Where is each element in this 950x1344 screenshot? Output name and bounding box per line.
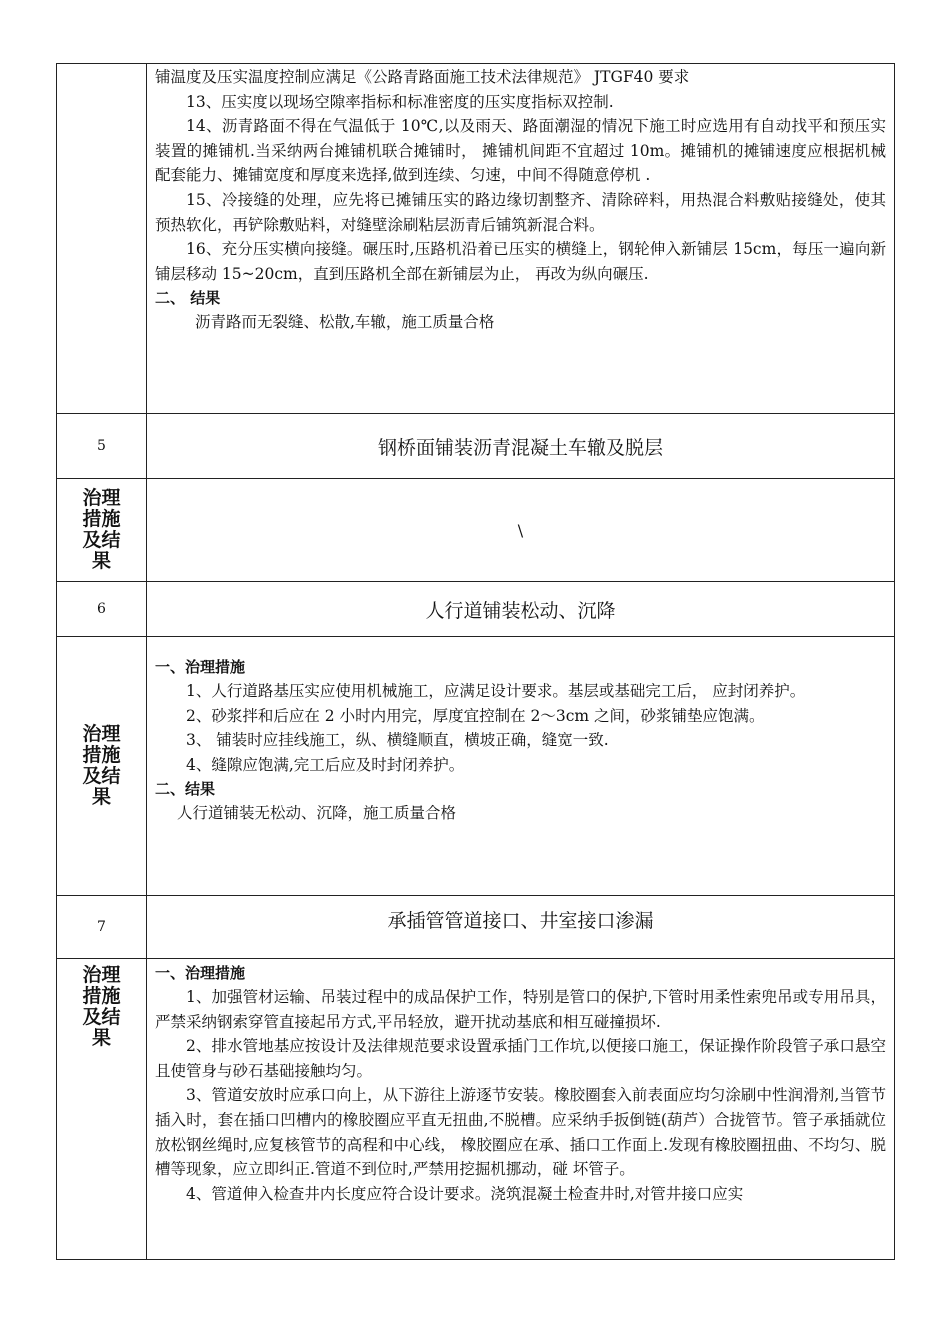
text-line: 13、压实度以现场空隙率指标和标准密度的压实度指标双控制. [186,92,614,111]
item-6-row [57,582,895,637]
measures-label: 治理 措施 及结 果 [57,479,147,582]
measure-item: 2、砂浆拌和后应在 2 小时内用完，厚度宜控制在 2～3cm 之间，砂浆铺垫应饱满。 [186,706,765,725]
item-5-detail-row [57,479,895,582]
text-line: 14、沥青路面不得在气温低于 10℃,以及雨天、路面潮湿的情况下施工时应选用有自动找平和预压实装置的摊铺机.当采纳两台摊铺机联合摊铺时， 摊铺机间距不宜超过 10m。摊铺机的摊铺速度应根据机械配套能力、摊铺宽度和厚度来选择,做到连续、匀速，中间不得随意停机 . [155,117,886,185]
measures-label: 治理 措施 及结 果 [57,637,147,896]
item-number: 5 [57,414,147,479]
blank-label-cell [57,64,147,414]
measure-item: 4、管道伸入检查井内长度应符合设计要求。浇筑混凝土检查井时,对管井接口应实 [186,1184,744,1203]
measures-label: 治理 措施 及结 果 [57,959,147,1260]
text-line: 15、冷接缝的处理，应先将已摊铺压实的路边缘切割整齐、清除碎料，用热混合料敷贴接缝处，使其预热软化，再铲除敷贴料，对缝壁涂刷粘层沥青后铺筑新混合料。 [155,190,886,234]
measures-heading: 一、治理措施 [155,964,246,982]
measure-item: 1、加强管材运输、吊装过程中的成品保护工作，特别是管口的保护,下管时用柔性索兜吊或专用吊具，严禁采纳钢索穿管直接起吊方式,平吊轻放，避开扰动基底和相互碰撞损坏. [155,988,886,1031]
item-6-content [147,637,895,896]
item-number: 7 [57,896,147,959]
item-title: 承插管管道接口、井室接口渗漏 [147,896,895,959]
measure-item: 3、管道安放时应承口向上，从下游往上游逐节安装。橡胶圈套入前表面应均匀涂刷中性润滑剂,当管节插入时，套在插口凹槽内的橡胶圈应平直无扭曲,不脱槽。应采纳手扳倒链(葫芦）合拢管节。管子承插就位放松钢丝绳时,应复核管节的高程和中心线， 橡胶圈应在承、插口工作面上.发现有橡胶圈扭曲、不均匀、脱 槽等现象，应立即纠正.管道不到位时,严禁用挖掘机挪动，碰 坏管子。 [155,1086,886,1179]
item-7-detail-row [57,959,895,1260]
continuation-content [147,64,895,414]
text-line: 铺温度及压实温度控制应满足《公路青路面施工技术法律规范》 JTGF40 要求 [155,68,690,86]
item-7-row [57,896,895,959]
continuation-row [57,64,895,414]
measure-item: 4、缝隙应饱满,完工后应及时封闭养护。 [186,755,465,774]
text-line: 16、充分压实横向接缝。碾压时,压路机沿着已压实的横缝上，钢轮伸入新铺层 15cm，每压一遍向新铺层移动 15~20cm，直到压路机全部在新铺层为止， 再改为纵向碾压. [155,240,886,283]
empty-content-mark: \ [147,479,895,582]
measure-item: 2、排水管地基应按设计及法律规范要求设置承插门工作坑,以便接口施工，保证操作阶段管子承口悬空且使管身与砂石基础接触均匀。 [155,1037,886,1080]
result-heading: 二、 结果 [155,289,221,308]
result-text: 人行道铺装无松动、沉降，施工质量合格 [177,804,457,823]
measures-heading: 一、治理措施 [155,658,246,676]
item-6-detail-row [57,637,895,896]
item-number: 6 [57,582,147,637]
document-table [56,63,895,1260]
result-heading: 二、结果 [155,780,216,799]
item-title: 人行道铺装松动、沉降 [147,582,895,637]
item-title: 钢桥面铺装沥青混凝土车辙及脱层 [147,414,895,479]
measure-item: 3、 铺装时应挂线施工，纵、横缝顺直，横坡正确，缝宽一致. [186,731,609,750]
result-text: 沥青路而无裂缝、松散,车辙，施工质量合格 [195,313,495,332]
item-7-content [147,959,895,1260]
measure-item: 1、人行道路基压实应使用机械施工，应满足设计要求。基层或基础完工后， 应封闭养护。 [186,682,806,700]
item-5-row [57,414,895,479]
